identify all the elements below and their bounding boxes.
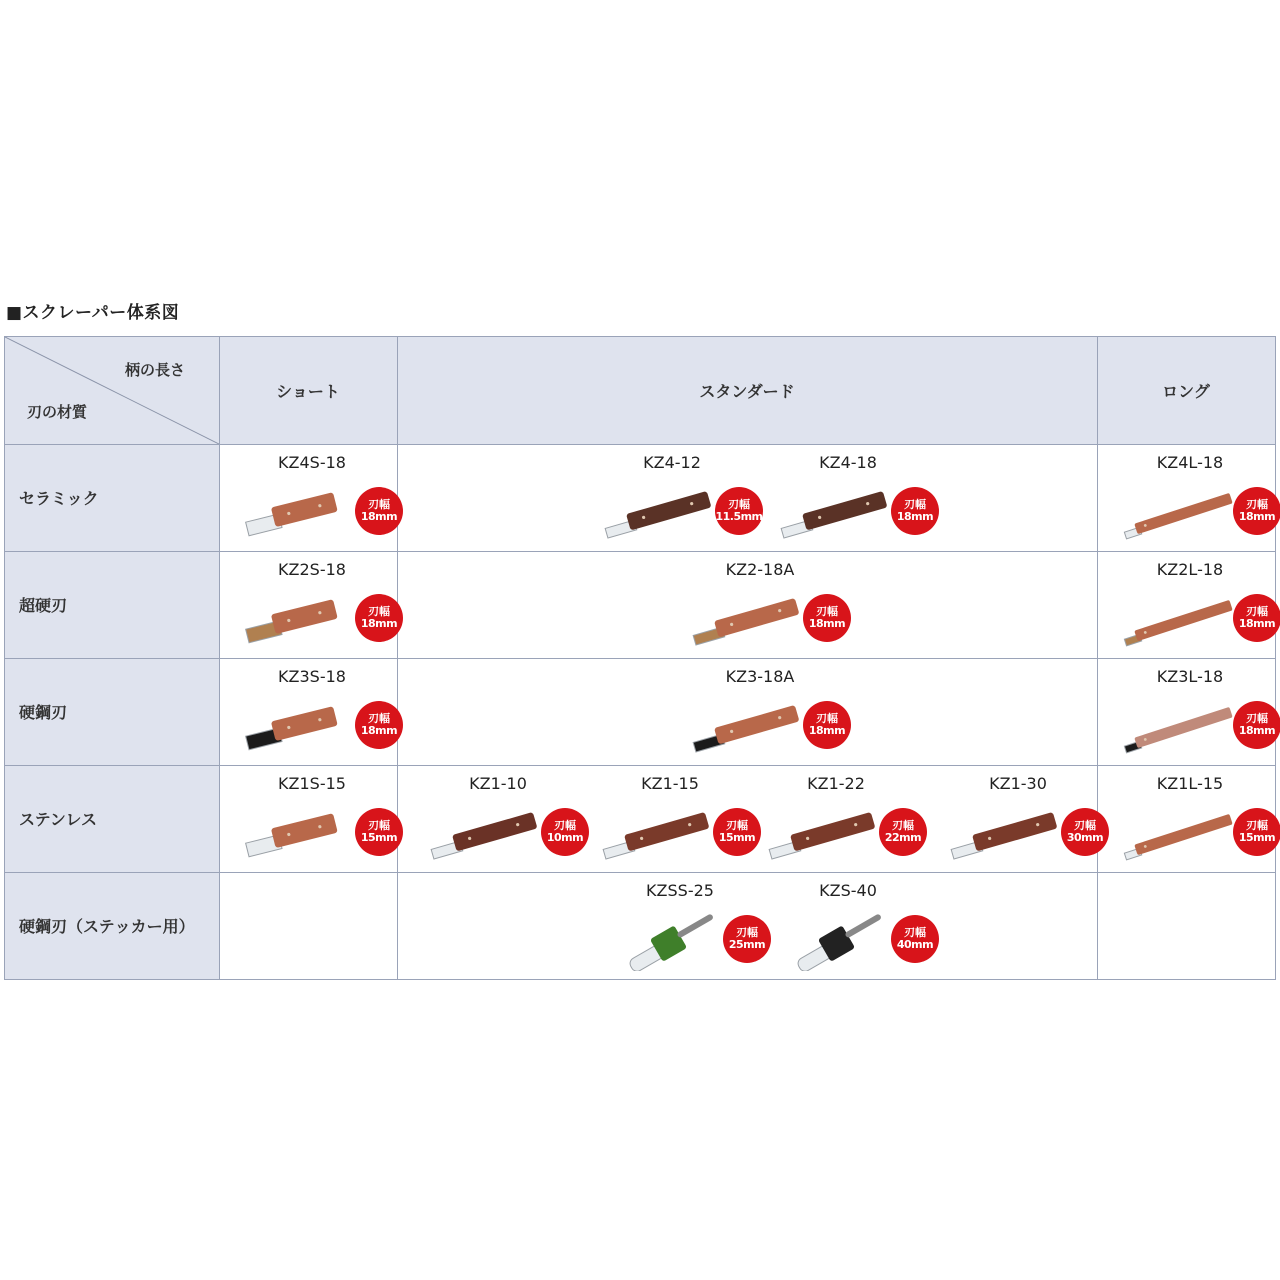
col-header-short: ショート	[276, 382, 340, 401]
blade-width-badge	[713, 808, 761, 856]
blade-width-badge	[715, 487, 763, 535]
blade-width-label: 刃幅	[1246, 712, 1268, 726]
scraper-image	[1121, 590, 1233, 654]
scraper-image	[611, 911, 723, 975]
product-code: KZ3S-18	[278, 667, 346, 686]
blade-width-value: 18mm	[360, 724, 398, 737]
row-header-carbide: 超硬刃	[5, 551, 219, 658]
product-kz4l-18	[1115, 447, 1280, 551]
blade-width-label: 刃幅	[904, 498, 926, 512]
product-kz1-15	[595, 768, 775, 872]
blade-width-value: 18mm	[808, 617, 846, 630]
blade-width-badge	[355, 701, 403, 749]
product-code: KZ3L-18	[1156, 667, 1224, 686]
product-code: KZSS-25	[646, 881, 714, 900]
scraper-lineup-table	[4, 336, 1276, 980]
product-code: KZ1-10	[469, 774, 527, 793]
corner-diagonal	[5, 337, 219, 444]
col-header-long: ロング	[1162, 382, 1210, 401]
product-code: KZ1L-15	[1156, 774, 1224, 793]
blade-width-value: 30mm	[1066, 831, 1104, 844]
product-code: KZ2-18A	[725, 560, 795, 579]
blade-width-badge	[1233, 594, 1280, 642]
product-kz1l-15	[1115, 768, 1280, 872]
blade-width-label: 刃幅	[368, 819, 390, 833]
blade-width-label: 刃幅	[892, 819, 914, 833]
blade-width-badge	[355, 594, 403, 642]
blade-width-badge	[1233, 808, 1280, 856]
blade-width-value: 18mm	[808, 724, 846, 737]
blade-width-label: 刃幅	[1074, 819, 1096, 833]
blade-width-value: 15mm	[718, 831, 756, 844]
product-code: KZ3-18A	[725, 667, 795, 686]
blade-width-badge	[355, 487, 403, 535]
blade-width-label: 刃幅	[904, 926, 926, 940]
blade-width-label: 刃幅	[554, 819, 576, 833]
scraper-image	[601, 804, 713, 868]
product-kz2s-18	[237, 554, 417, 658]
blade-width-label: 刃幅	[726, 819, 748, 833]
blade-width-badge	[803, 701, 851, 749]
blade-width-badge	[1233, 487, 1280, 535]
blade-width-badge	[879, 808, 927, 856]
blade-width-badge	[541, 808, 589, 856]
blade-width-value: 18mm	[360, 617, 398, 630]
blade-width-label: 刃幅	[368, 498, 390, 512]
product-code: KZ2L-18	[1156, 560, 1224, 579]
blade-width-badge	[891, 487, 939, 535]
blade-width-label: 刃幅	[816, 605, 838, 619]
scraper-image	[429, 804, 541, 868]
product-kz1-10	[423, 768, 603, 872]
blade-width-label: 刃幅	[368, 712, 390, 726]
blade-width-value: 10mm	[546, 831, 584, 844]
product-kz4-12	[597, 447, 777, 551]
blade-width-badge	[1233, 701, 1280, 749]
product-code: KZ1-30	[989, 774, 1047, 793]
row-header-stainless: ステンレス	[5, 765, 219, 872]
blade-width-label: 刃幅	[728, 498, 750, 512]
blade-width-badge	[723, 915, 771, 963]
product-kz2-18a	[685, 554, 865, 658]
scraper-image	[243, 590, 355, 654]
blade-width-value: 18mm	[1238, 617, 1276, 630]
blade-width-label: 刃幅	[368, 605, 390, 619]
scraper-image	[243, 697, 355, 761]
blade-material-label: 刃の材質	[27, 403, 88, 421]
grid-line	[5, 658, 1275, 659]
blade-width-value: 11.5mm	[715, 510, 763, 523]
product-kz3s-18	[237, 661, 417, 765]
blade-width-value: 18mm	[1238, 510, 1276, 523]
scraper-image	[1121, 483, 1233, 547]
col-header-standard: スタンダード	[699, 382, 795, 401]
blade-width-label: 刃幅	[816, 712, 838, 726]
product-code: KZ1S-15	[278, 774, 346, 793]
product-code: KZS-40	[819, 881, 877, 900]
grid-line	[5, 551, 1275, 552]
product-code: KZ1-15	[641, 774, 699, 793]
product-kz4-18	[773, 447, 953, 551]
blade-width-value: 18mm	[360, 510, 398, 523]
scraper-image	[243, 483, 355, 547]
scraper-image	[691, 590, 803, 654]
blade-width-value: 25mm	[728, 938, 766, 951]
scraper-image	[1121, 697, 1233, 761]
page-title: ■スクレーパー体系図	[6, 303, 180, 323]
grid-line	[5, 872, 1275, 873]
scraper-image	[603, 483, 715, 547]
grid-line	[5, 765, 1275, 766]
blade-width-value: 22mm	[884, 831, 922, 844]
blade-width-label: 刃幅	[1246, 498, 1268, 512]
scraper-image	[691, 697, 803, 761]
row-header-hard-steel-sticker: 硬鋼刃（ステッカー用）	[5, 872, 219, 979]
product-code: KZ1-22	[807, 774, 865, 793]
scraper-image	[767, 804, 879, 868]
blade-width-badge	[1061, 808, 1109, 856]
product-kzs-40	[773, 875, 953, 979]
blade-width-label: 刃幅	[1246, 605, 1268, 619]
product-kz3l-18	[1115, 661, 1280, 765]
blade-width-value: 18mm	[896, 510, 934, 523]
product-code: KZ4-12	[643, 453, 701, 472]
corner-cell	[5, 337, 219, 444]
product-kz2l-18	[1115, 554, 1280, 658]
row-header-ceramic: セラミック	[5, 444, 219, 551]
grid-line	[5, 444, 1275, 445]
product-code: KZ4S-18	[278, 453, 346, 472]
product-kz1-22	[761, 768, 941, 872]
handle-length-label: 柄の長さ	[125, 361, 186, 379]
scraper-image	[243, 804, 355, 868]
scraper-image	[1121, 804, 1233, 868]
blade-width-badge	[891, 915, 939, 963]
product-kz3-18a	[685, 661, 865, 765]
product-kzss-25	[605, 875, 785, 979]
product-code: KZ2S-18	[278, 560, 346, 579]
blade-width-badge	[803, 594, 851, 642]
product-kz1s-15	[237, 768, 417, 872]
scraper-image	[949, 804, 1061, 868]
blade-width-value: 15mm	[1238, 831, 1276, 844]
blade-width-value: 40mm	[896, 938, 934, 951]
product-code: KZ4L-18	[1156, 453, 1224, 472]
blade-width-badge	[355, 808, 403, 856]
blade-width-value: 15mm	[360, 831, 398, 844]
product-kz4s-18	[237, 447, 417, 551]
blade-width-label: 刃幅	[1246, 819, 1268, 833]
product-code: KZ4-18	[819, 453, 877, 472]
row-header-hard-steel: 硬鋼刃	[5, 658, 219, 765]
blade-width-label: 刃幅	[736, 926, 758, 940]
blade-width-value: 18mm	[1238, 724, 1276, 737]
scraper-image	[779, 911, 891, 975]
scraper-image	[779, 483, 891, 547]
product-kz1-30	[943, 768, 1123, 872]
